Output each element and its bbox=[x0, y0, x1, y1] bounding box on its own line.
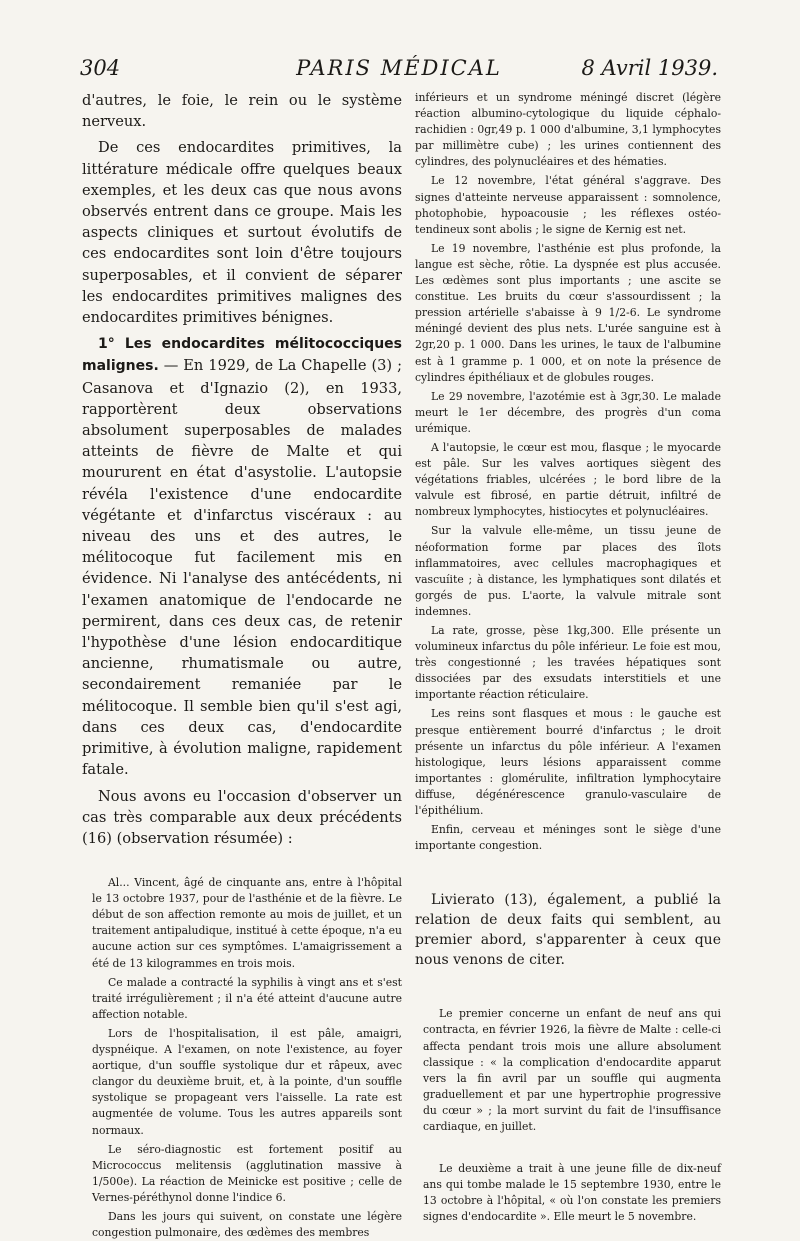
observation-paragraph: Lors de l'hospitalisation, il est pâle, amaigri, dyspnéique. A l'examen, on note l'existence, au foyer aortique, d'un souffle systolique dur et râpeux, avec clangor du deuxième bruit, et, à la pointe, d'un souffle systolique se propageant vers l'aisselle. La rate est augmentée de volume. Tous les autres appareils sont normaux. bbox=[92, 1026, 402, 1137]
observation-paragraph: Ce malade a contracté la syphilis à vingt ans et s'est traité irrégulièrement ; il n'a été atteint d'aucune autre affection notable. bbox=[92, 975, 402, 1021]
observation-paragraph: inférieurs et un syndrome méningé discret (légère réaction albumino-cytologique du liquide céphalo-rachidien : 0gr,49 p. 1 000 d'albumine, 3,1 lymphocytes par millimètre cube) ; les urines contiennent des cylindres, des polynucléaires et des hématies. bbox=[415, 91, 721, 169]
observation-paragraph: Le 29 novembre, l'azotémie est à 3gr,30. Le malade meurt le 1er décembre, des progrès d'un coma urémique. bbox=[415, 389, 721, 435]
observation-paragraph: Sur la valvule elle-même, un tissu jeune de néoformation forme par places des îlots inflammatoires, avec cellules macrophagiques et vascuíite ; à distance, les lymphatiques sont dilatés et gorgés de pus. L'aorte, la valvule mitrale sont indemnes. bbox=[415, 524, 721, 618]
page-number: 304 bbox=[80, 56, 121, 80]
observation-paragraph: Le 19 novembre, l'asthénie est plus profonde, la langue est sèche, rôtie. La dyspnée est plus accusée. Les œdèmes sont plus importants ; une ascite se constitue. Les bruits du cœur s'assourdissent ; la pression artérielle s'abaisse à 9 1/2-6. Le syndrome méningé devient des plus nets. L'urée sanguine est à 2gr,20 p. 1 000. Dans les urines, le taux de l'albumine est à 1 gramme p. 1 000, et on note la présence de cylindres épithéliaux et de globules rouges. bbox=[415, 241, 721, 384]
paragraph: De ces endocardites primitives, la littérature médicale offre quelques beaux exemples, et les deux cas que nous avons observés entrent dans ce groupe. Mais les aspects cliniques et surtout évolutifs de ces endocardites sont loin d'être toujours superposables, et il convient de séparer les endocardites primitives malignes des endocardites primitives bénignes. bbox=[82, 139, 402, 327]
observation-paragraph: Les reins sont flasques et mous : le gauche est presque entièrement bourré d'infarctus ; le droit présente un infarctus du pôle inférieur. A l'examen histologique, leurs lésions apparaissent comme importantes : glomérulite, infiltration lymphocytaire diffuse, dégénérescence granulo-vasculaire de l'épithélium. bbox=[415, 707, 721, 818]
observation-paragraph: Dans les jours qui suivent, on constate une légère congestion pulmonaire, des œdèmes des membres bbox=[92, 1209, 402, 1240]
case-paragraph: Le deuxième a trait à une jeune fille de dix-neuf ans qui tombe malade le 15 septembre 1930, entre le 13 octobre à l'hôpital, « où l'on constate les premiers signes d'endocardite ». Elle meurt le 5 novembre. bbox=[423, 1162, 721, 1224]
left-column bbox=[82, 90, 402, 1241]
issue-date: 8 Avril 1939. bbox=[581, 56, 718, 80]
paragraph: Nous avons eu l'occasion d'observer un cas très comparable aux deux précédents (16) (observation résumée) : bbox=[82, 787, 402, 847]
paragraph: Livierato (13), également, a publié la relation de deux faits qui semblent, au premier abord, s'apparenter à ceux que nous venons de citer. bbox=[415, 892, 721, 969]
section-body: — En 1929, de La Chapelle (3) ; Casanova et d'Ignazio (2), en 1933, rapportèrent deux observations absolument superposables de malades atteints de fièvre de Malte et qui moururent en état d'asystolie. L'autopsie révéla l'existence d'une endocardite végétante et d'infarctus viscéraux : au niveau des uns et des autres, le mélitocoque fut facilement mis en évidence. Ni l'analyse des antécédents, ni l'examen anatomique de l'endocarde ne permirent, dans ces deux cas, de retenir l'hypothèse d'une lésion endocarditique ancienne, rhumatismale ou autre, secondairement remaniée par le mélitocoque. Il semble bien qu'il s'est agi, dans ces deux cas, d'endocardite primitive, à évolution maligne, rapidement fatale. bbox=[82, 357, 402, 779]
paragraph: d'autres, le foie, le rein ou le système nerveux. bbox=[82, 92, 402, 131]
observation-paragraph: Al... Vincent, âgé de cinquante ans, entre à l'hôpital le 13 octobre 1937, pour de l'asthénie et de la fièvre. Le début de son affection remonte au mois de juillet, et un traitement antipaludique, institué à cette époque, n'a eu aucune action sur ces symptômes. L'amaigrissement a été de 13 kilogrammes en trois mois. bbox=[92, 876, 402, 970]
section-paragraph bbox=[82, 333, 402, 780]
observation-paragraph: La rate, grosse, pèse 1kg,300. Elle présente un volumineux infarctus du pôle inférieur. Le foie est mou, très congestionné ; les travées hépatiques sont dissociées par des exsudats interstitiels et une importante réaction réticulaire. bbox=[415, 624, 721, 702]
journal-title: PARIS MÉDICAL bbox=[296, 56, 502, 80]
observation-paragraph: Le séro-diagnostic est fortement positif au Micrococcus melitensis (agglutination massive à 1/500e). La réaction de Meinicke est positive ; celle de Vernes-péréthynol donne l'indice 6. bbox=[92, 1142, 402, 1204]
autopsy-paragraph: A l'autopsie, le cœur est mou, flasque ; le myocarde est pâle. Sur les valves aortiques siègent des végétations friables, ulcérées ; le bord libre de la valvule est fibrosé, en partie détruit, infiltré de nombreux lymphocytes, histiocytes et polynucléaires. bbox=[415, 440, 721, 519]
page-header bbox=[80, 56, 718, 86]
case-paragraph: Le premier concerne un enfant de neuf ans qui contracta, en février 1926, la fièvre de Malte : celle-ci affecta pendant trois mois une allure absolument classique : « la complication d'endocardite apparut vers la fin avril par un souffle qui augmenta graduellement et par une hypertrophie progressive du cœur » ; la mort survint du fait de l'insuffisance cardiaque, en juillet. bbox=[423, 1007, 721, 1133]
observation-paragraph: Le 12 novembre, l'état général s'aggrave. Des signes d'atteinte nerveuse apparaissent : somnolence, photophobie, hypoacousie ; les réflexes ostéo-tendineux sont abolis ; le signe de Kernig est net. bbox=[415, 174, 721, 236]
section-heading: 1° Les endocardites mélitococciques malignes. bbox=[82, 336, 402, 375]
observation-paragraph: Enfin, cerveau et méninges sont le siège d'une importante congestion. bbox=[415, 823, 721, 853]
right-column bbox=[415, 90, 721, 1225]
